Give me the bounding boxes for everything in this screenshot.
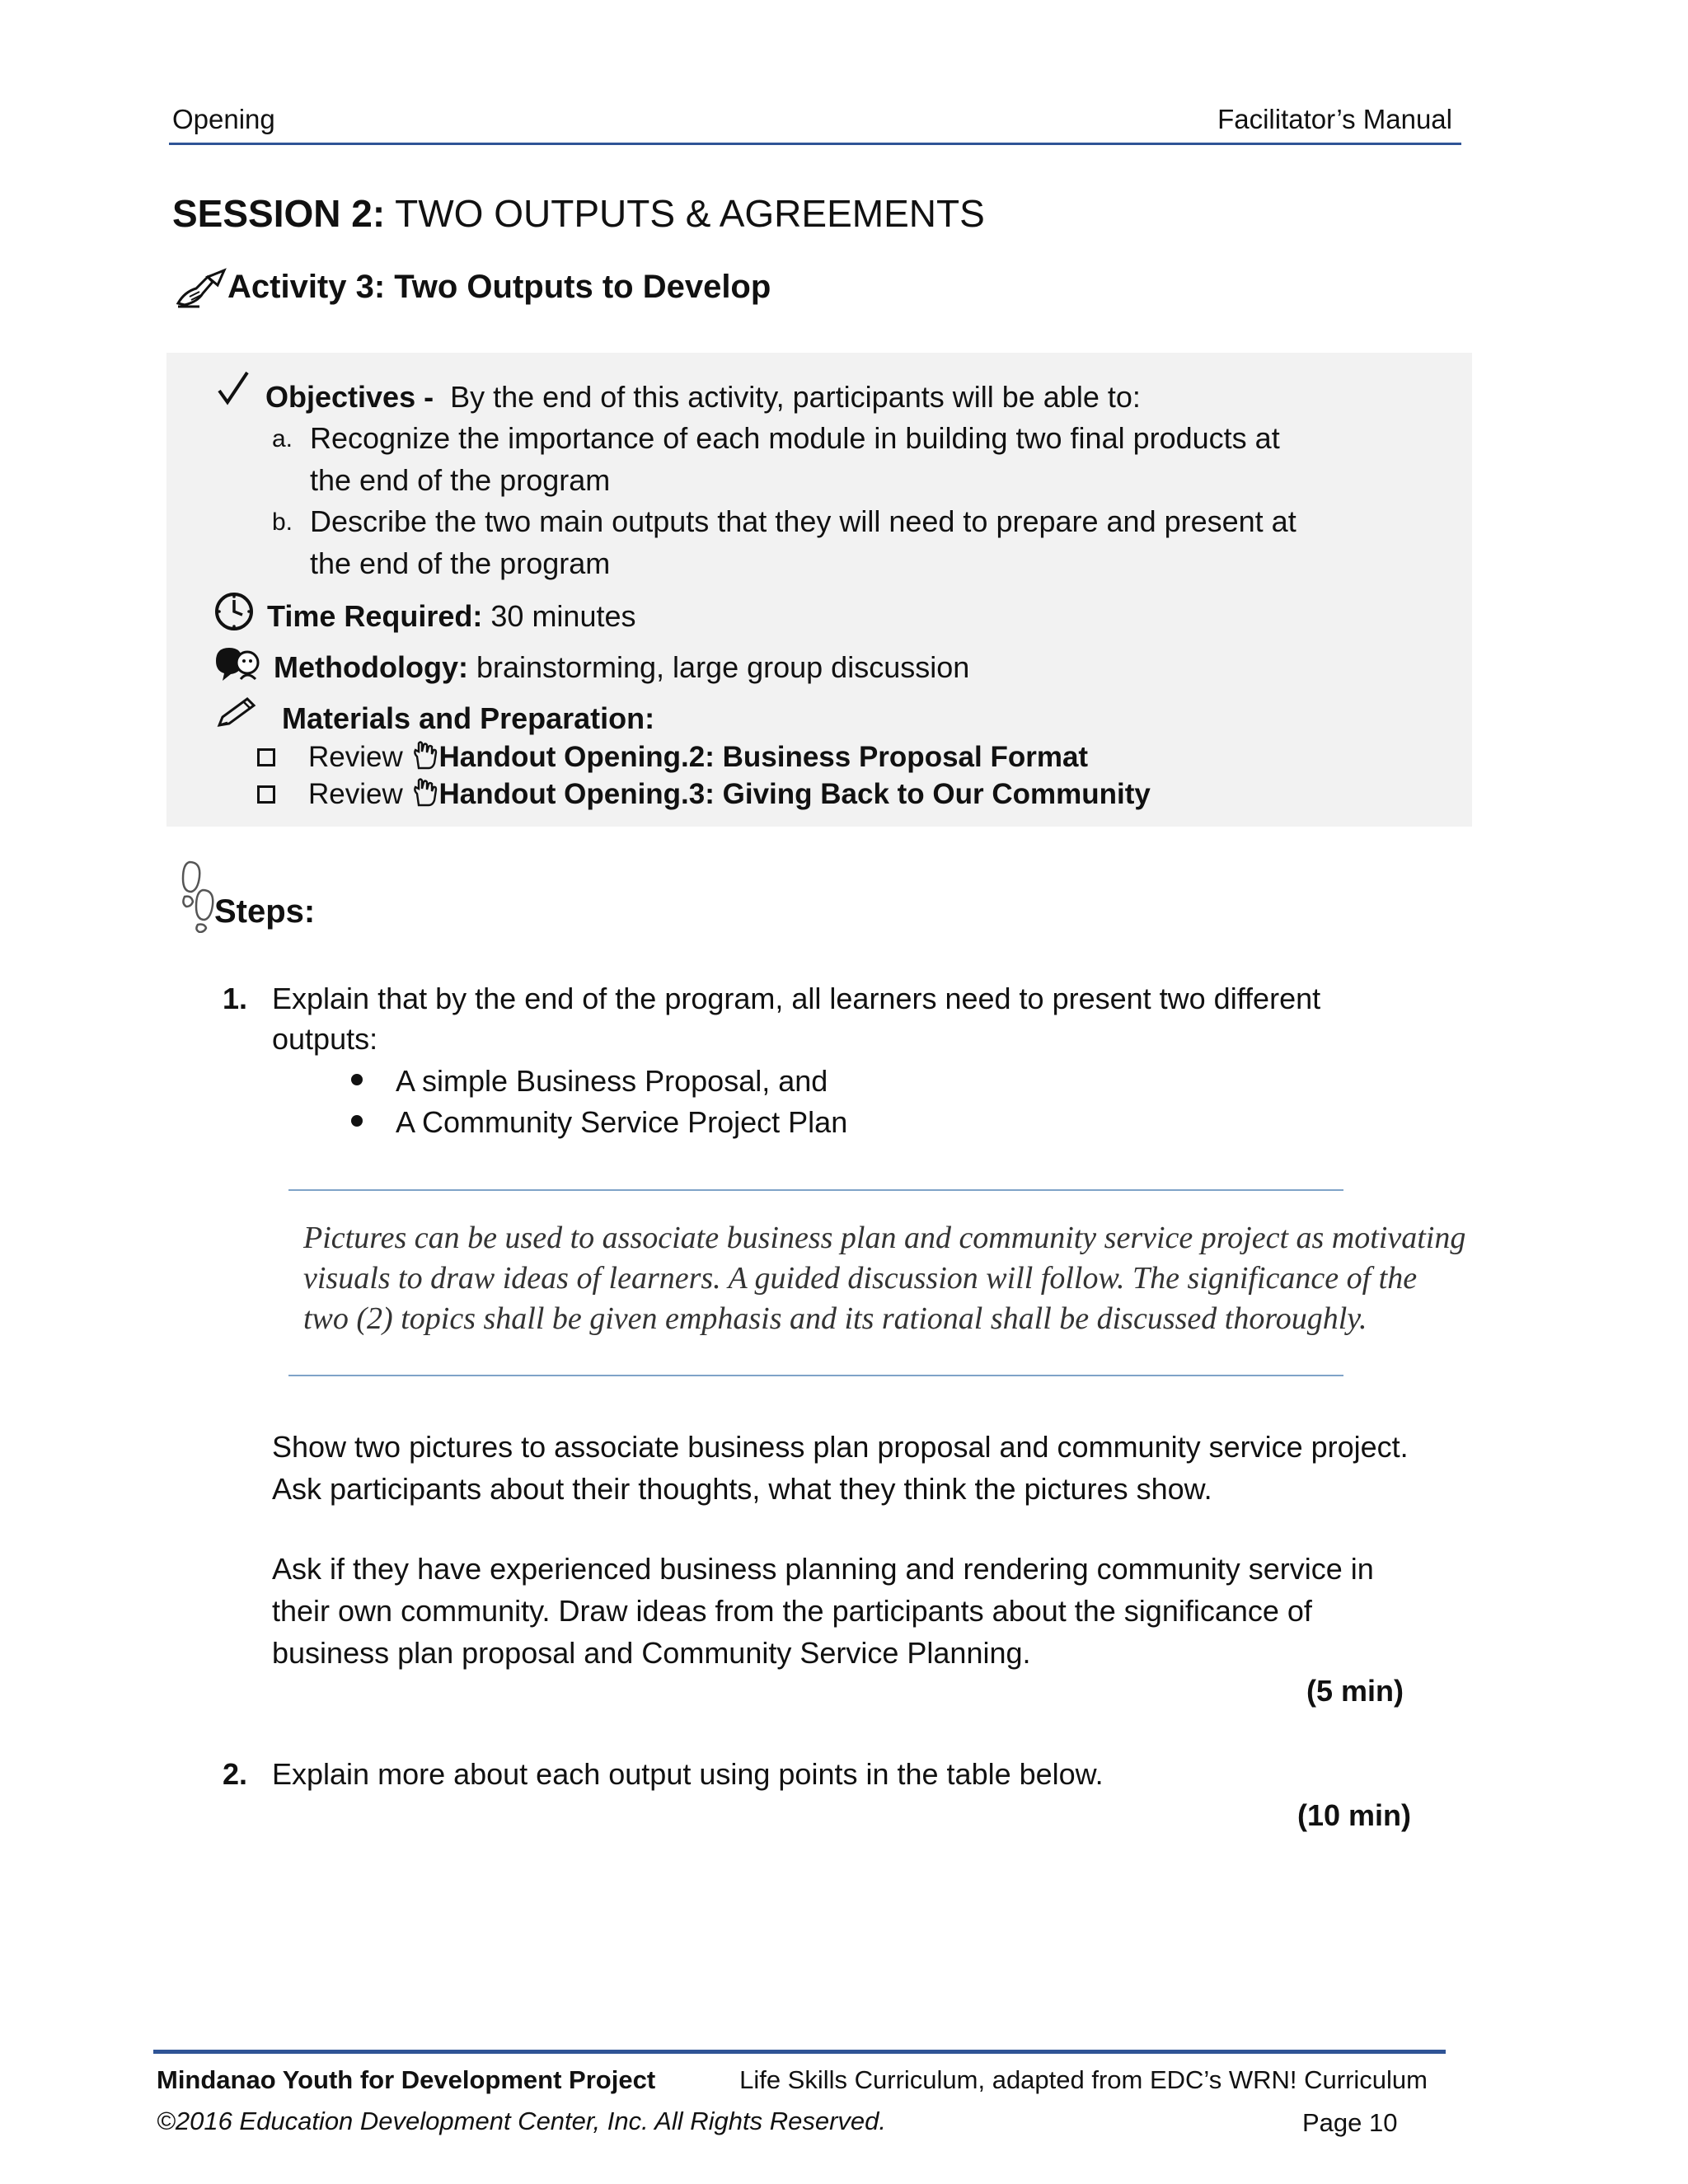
- materials-item-2: [257, 777, 1151, 811]
- checkbox-icon: [257, 785, 275, 804]
- time-label: Time Required:: [267, 599, 483, 633]
- page-number: Page 10: [1302, 2108, 1398, 2137]
- note-rule-bottom: [288, 1375, 1343, 1376]
- bullet-icon: [351, 1074, 363, 1085]
- paragraph-line: Show two pictures to associate business plan proposal and community service project.: [272, 1430, 1409, 1464]
- step-1-number: 1.: [223, 982, 248, 1015]
- note-line-3: two (2) topics shall be given emphasis and its rational shall be discussed thoroughly.: [303, 1301, 1367, 1336]
- session-name: TWO OUTPUTS & AGREEMENTS: [385, 192, 985, 235]
- footer-rule: [153, 2050, 1446, 2054]
- objective-a-line1: Recognize the importance of each module in building two final products at: [310, 421, 1280, 455]
- step-2-duration: (10 min): [1296, 1798, 1411, 1832]
- paragraph-line: Ask participants about their thoughts, what they think the pictures show.: [272, 1472, 1212, 1506]
- methodology-label: Methodology:: [274, 650, 468, 684]
- paragraph-line: Ask if they have experienced business planning and rendering community service in: [272, 1552, 1374, 1586]
- session-label: SESSION 2:: [172, 192, 386, 235]
- header-left: Opening: [172, 104, 275, 134]
- materials-item-1: [257, 740, 1088, 774]
- step-1-paragraph-2: [272, 1548, 1374, 1674]
- step-1-bullet-1: A simple Business Proposal, and: [396, 1064, 828, 1098]
- session-title: [172, 191, 985, 236]
- facilitator-note: [303, 1218, 1465, 1339]
- steps-heading: Steps:: [214, 893, 316, 930]
- checkbox-icon: [257, 748, 275, 766]
- time-required: [267, 595, 636, 637]
- pointing-hand-icon: [410, 740, 438, 770]
- objectives-line: [265, 376, 1141, 418]
- step-2-number: 2.: [223, 1757, 248, 1791]
- objective-letter-b: b.: [272, 509, 293, 536]
- pointing-hand-icon: [410, 777, 438, 807]
- paragraph-line: business plan proposal and Community Service Planning.: [272, 1636, 1031, 1670]
- clock-icon: [213, 590, 256, 633]
- note-line-1: Pictures can be used to associate business plan and community service project as motivating: [303, 1221, 1466, 1255]
- objective-letter-a: a.: [272, 425, 293, 452]
- material-title: Handout Opening.2: Business Proposal Format: [438, 741, 1089, 773]
- time-value: 30 minutes: [482, 599, 636, 633]
- footer-org: Mindanao Youth for Development Project: [157, 2065, 656, 2094]
- step-1-bullet-2: A Community Service Project Plan: [396, 1105, 848, 1139]
- activity-title: Activity 3: Two Outputs to Develop: [227, 269, 771, 305]
- material-title: Handout Opening.3: Giving Back to Our Community: [438, 778, 1151, 810]
- note-line-2: visuals to draw ideas of learners. A guided discussion will follow. The significance of the: [303, 1261, 1418, 1296]
- checkmark-icon: [216, 369, 251, 407]
- material-prefix: Review: [308, 741, 411, 773]
- step-1-paragraph-1: [272, 1426, 1409, 1510]
- step-2-text: Explain more about each output using points in the table below.: [272, 1757, 1104, 1791]
- bullet-icon: [351, 1115, 363, 1127]
- group-discussion-icon: [211, 643, 262, 686]
- footer-copyright: ©2016 Education Development Center, Inc. All Rights Reserved.: [157, 2107, 886, 2135]
- writing-hand-icon: [175, 267, 231, 310]
- header-right: Facilitator’s Manual: [1217, 104, 1452, 134]
- materials-label: Materials and Preparation:: [282, 701, 655, 735]
- note-rule-top: [288, 1189, 1343, 1191]
- objectives-intro: By the end of this activity, participants will be able to:: [450, 380, 1141, 414]
- objective-a-line2: the end of the program: [310, 463, 611, 497]
- paragraph-line: their own community. Draw ideas from the participants about the significance of: [272, 1594, 1312, 1628]
- footer-curriculum: Life Skills Curriculum, adapted from EDC’s WRN! Curriculum: [739, 2065, 1428, 2094]
- methodology: [274, 646, 969, 688]
- step-1-line2: outputs:: [272, 1022, 378, 1056]
- pencil-icon: [214, 696, 259, 730]
- methodology-value: brainstorming, large group discussion: [467, 650, 970, 684]
- objective-b-line2: the end of the program: [310, 546, 611, 580]
- step-1-line1: Explain that by the end of the program, all learners need to present two different: [272, 982, 1321, 1015]
- objective-b-line1: Describe the two main outputs that they will need to prepare and present at: [310, 504, 1296, 538]
- footprints-icon: [173, 857, 219, 933]
- header-rule: [169, 143, 1461, 145]
- step-1-duration: (5 min): [1306, 1674, 1404, 1708]
- material-prefix: Review: [308, 778, 411, 810]
- objectives-label: Objectives -: [265, 380, 434, 414]
